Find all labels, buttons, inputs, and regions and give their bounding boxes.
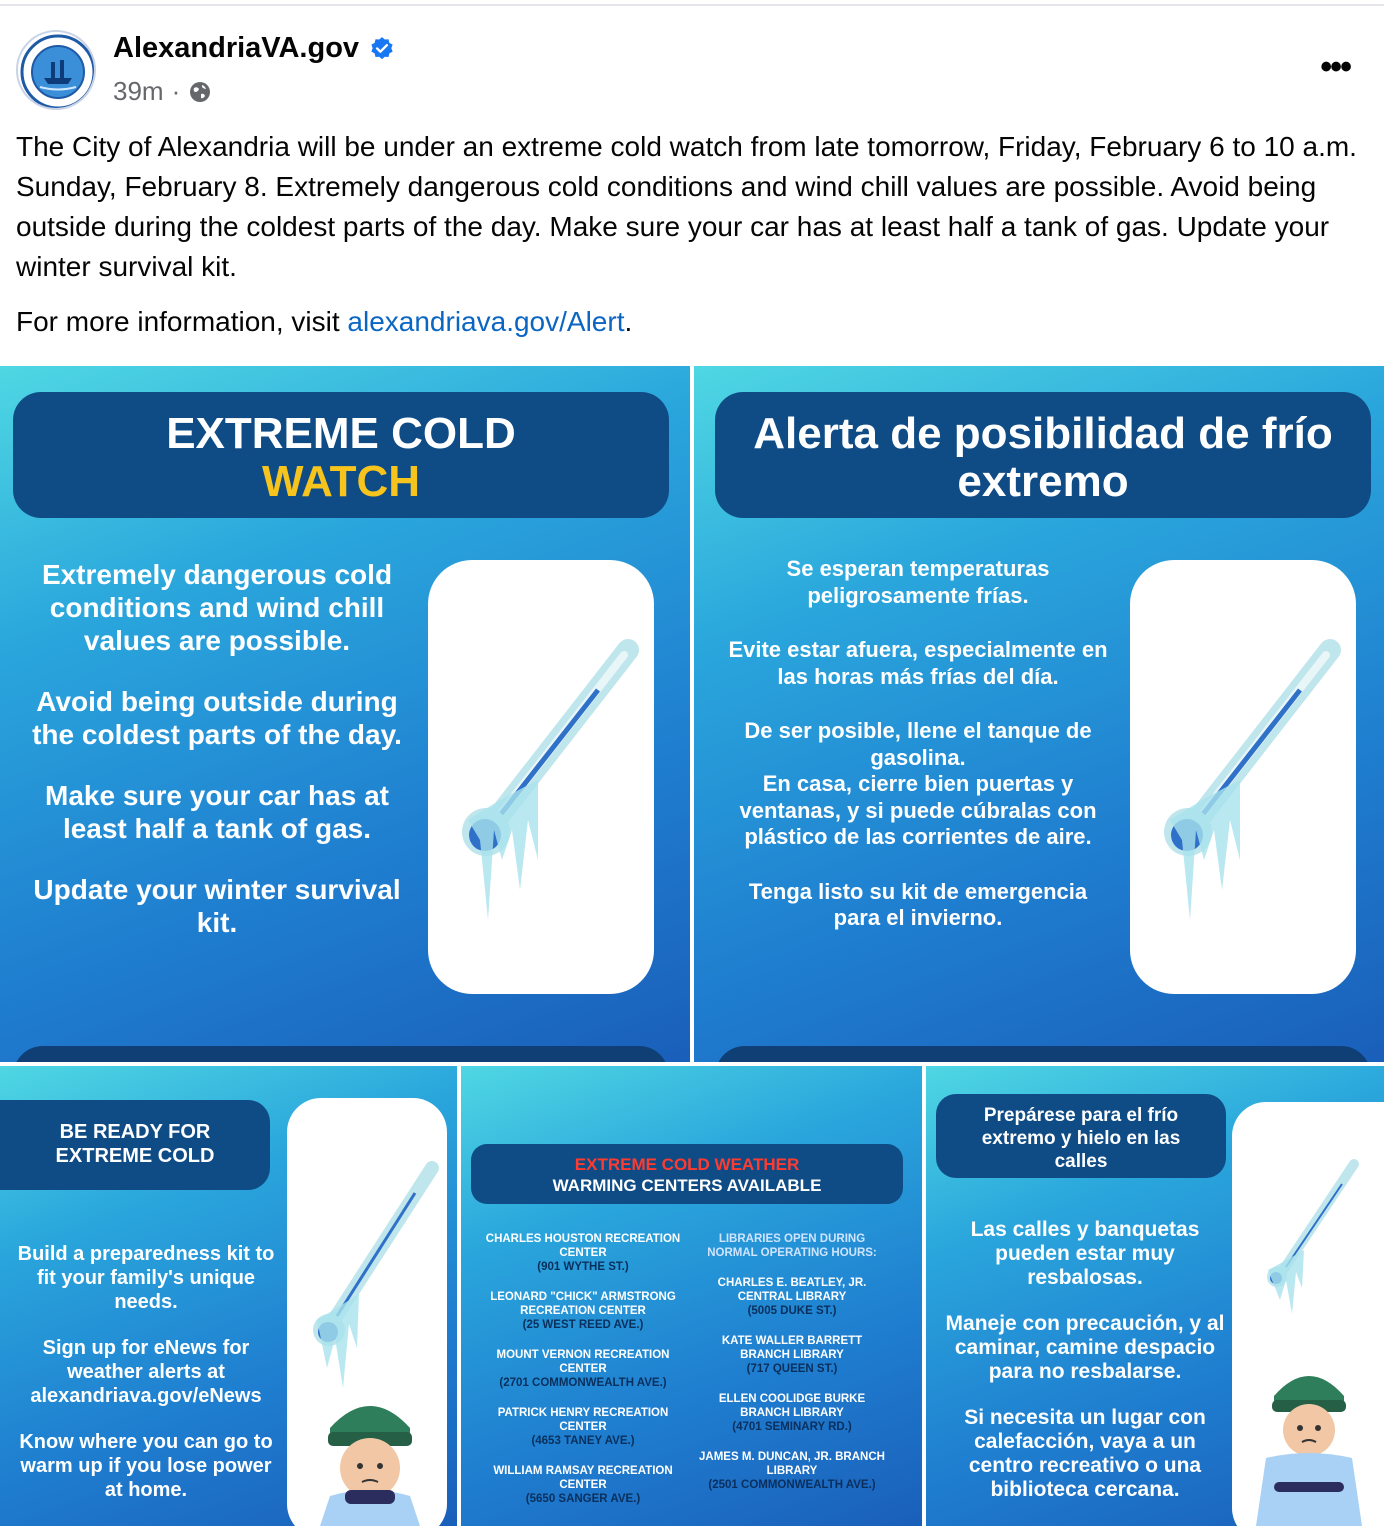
library-1-name: CHARLES E. BEATLEY, JR. CENTRAL LIBRARY [717, 1277, 867, 1303]
page-name[interactable] [113, 32, 395, 65]
rec-center-4 [473, 1406, 693, 1448]
post-image-be-ready[interactable] [0, 1066, 457, 1526]
post-time[interactable]: 39m [113, 76, 164, 106]
image5-title: Prepárese para el frío extremo y hielo en las calles [981, 1105, 1181, 1172]
image5-p3: Si necesita un lugar con calefacción, vaya a un centro recreativo o una biblioteca cercana. [964, 1406, 1206, 1501]
verified-badge-icon [369, 36, 395, 62]
post-meta [113, 76, 212, 107]
rec-center-1-name: CHARLES HOUSTON RECREATION CENTER [485, 1233, 681, 1259]
image1-p1: Extremely dangerous cold conditions and wind chill values are possible. [41, 559, 393, 656]
thermometer-icon [428, 560, 654, 994]
library-4 [697, 1450, 887, 1492]
image1-body [22, 558, 412, 967]
post-image-alerta-frio[interactable] [694, 366, 1384, 1062]
libraries-header: LIBRARIES OPEN DURING NORMAL OPERATING HOURS: [707, 1233, 877, 1259]
image3-p1: Build a preparedness kit to fit your family's unique needs. [17, 1243, 275, 1313]
post-body: The City of Alexandria will be under an extreme cold watch from late tomorrow, Friday, February 6 to 10 a.m. Sunday, February 8. Extremely dangerous cold conditions and wind chill values are possible. Avoid being outside during the coldest parts of the day. Make sure your car has at least half a tank of gas. Update your winter survival kit. [16, 131, 1357, 282]
rec-center-3 [473, 1348, 693, 1390]
image2-p1: Se esperan temperaturas peligrosamente frías. [786, 556, 1050, 608]
library-2 [697, 1334, 887, 1376]
rec-center-2 [473, 1290, 693, 1332]
image4-libraries [697, 1232, 887, 1508]
top-divider [0, 4, 1384, 6]
link-suffix: . [624, 306, 633, 337]
image5-p2: Maneje con precaución, y al caminar, camine despacio para no resbalarse. [945, 1312, 1225, 1383]
rec-center-5-addr: (5650 SANGER AVE.) [525, 1493, 641, 1505]
rec-center-2-addr: (25 WEST REED AVE.) [522, 1319, 644, 1331]
library-1 [697, 1276, 887, 1318]
image3-banner [0, 1100, 270, 1190]
image2-p3: De ser posible, llene el tanque de gasolina. [744, 718, 1092, 770]
cold-person-icon [300, 1384, 440, 1526]
post-link-line [16, 302, 632, 342]
rec-center-4-name: PATRICK HENRY RECREATION CENTER [497, 1407, 669, 1433]
image4-banner [471, 1144, 903, 1204]
image1-p3: Make sure your car has at least half a tank of gas. [45, 780, 389, 844]
rec-center-1 [473, 1232, 693, 1274]
image3-body [12, 1242, 280, 1526]
library-1-addr: (5005 DUKE ST.) [747, 1305, 837, 1317]
image2-thermometer-card [1130, 560, 1356, 994]
rec-center-1-addr: (901 WYTHE ST.) [537, 1261, 629, 1273]
image4-rec-centers [473, 1232, 693, 1522]
library-3-name: ELLEN COOLIDGE BURKE BRANCH LIBRARY [718, 1393, 866, 1419]
image5-banner [936, 1094, 1226, 1178]
post-image-extreme-cold-watch[interactable] [0, 366, 690, 1062]
rec-center-3-name: MOUNT VERNON RECREATION CENTER [496, 1349, 670, 1375]
library-3-addr: (4701 SEMINARY RD.) [732, 1421, 852, 1433]
library-2-addr: (717 QUEEN ST.) [746, 1363, 838, 1375]
alert-link[interactable]: alexandriava.gov/Alert [347, 306, 625, 337]
image2-p2: Evite estar afuera, especialmente en las horas más frías del día. [728, 637, 1108, 689]
cold-person-icon [1244, 1356, 1374, 1526]
image1-title-line2: WATCH [261, 457, 421, 506]
globe-icon [188, 80, 212, 104]
image2-banner [715, 392, 1371, 518]
image2-title: Alerta de posibilidad de frío extremo [753, 409, 1333, 506]
image1-bottom-bar [13, 1046, 669, 1062]
image1-banner [13, 392, 669, 518]
meta-separator: · [171, 76, 181, 106]
rec-center-5 [473, 1464, 693, 1506]
library-4-name: JAMES M. DUNCAN, JR. BRANCH LIBRARY [699, 1451, 885, 1477]
post-image-warming-centers[interactable] [461, 1066, 922, 1526]
city-seal-icon [18, 32, 96, 110]
rec-center-3-addr: (2701 COMMONWEALTH AVE.) [499, 1377, 667, 1389]
post-image-preparese[interactable] [926, 1066, 1384, 1526]
image4-title-white: WARMING CENTERS AVAILABLE [552, 1176, 822, 1195]
image4-title-red: EXTREME COLD WEATHER [574, 1155, 800, 1174]
image3-p2: Sign up for eNews for weather alerts at alexandriava.gov/eNews [30, 1337, 262, 1407]
library-4-addr: (2501 COMMONWEALTH AVE.) [708, 1479, 876, 1491]
library-2-name: KATE WALLER BARRETT BRANCH LIBRARY [721, 1335, 863, 1361]
image1-p4: Update your winter survival kit. [33, 874, 401, 938]
image2-p4: En casa, cierre bien puertas y ventanas, y si puede cúbralas con plástico de las corrientes de aire. [739, 771, 1097, 849]
page-name-text[interactable]: AlexandriaVA.gov [113, 32, 360, 64]
image1-title-line1: EXTREME COLD [166, 409, 516, 458]
link-prefix: For more information, visit [16, 306, 348, 337]
image3-title: BE READY FOR EXTREME COLD [55, 1121, 215, 1167]
rec-center-4-addr: (4653 TANEY AVE.) [531, 1435, 635, 1447]
library-3 [697, 1392, 887, 1434]
rec-center-5-name: WILLIAM RAMSAY RECREATION CENTER [493, 1465, 673, 1491]
image1-thermometer-card [428, 560, 654, 994]
image5-p1: Las calles y banquetas pueden estar muy resbalosas. [970, 1218, 1200, 1289]
image1-p2: Avoid being outside during the coldest parts of the day. [32, 686, 402, 750]
more-options-button[interactable]: ••• [1320, 48, 1350, 86]
image2-bottom-bar [715, 1046, 1371, 1062]
thermometer-icon [1130, 560, 1356, 994]
image2-p5: Tenga listo su kit de emergencia para el invierno. [748, 878, 1088, 930]
image2-body [724, 556, 1112, 960]
page-avatar[interactable] [16, 30, 96, 110]
image5-body [940, 1218, 1230, 1526]
rec-center-2-name: LEONARD "CHICK" ARMSTRONG RECREATION CENTER [490, 1291, 676, 1317]
image3-p3: Know where you can go to warm up if you lose power at home. [19, 1431, 273, 1501]
